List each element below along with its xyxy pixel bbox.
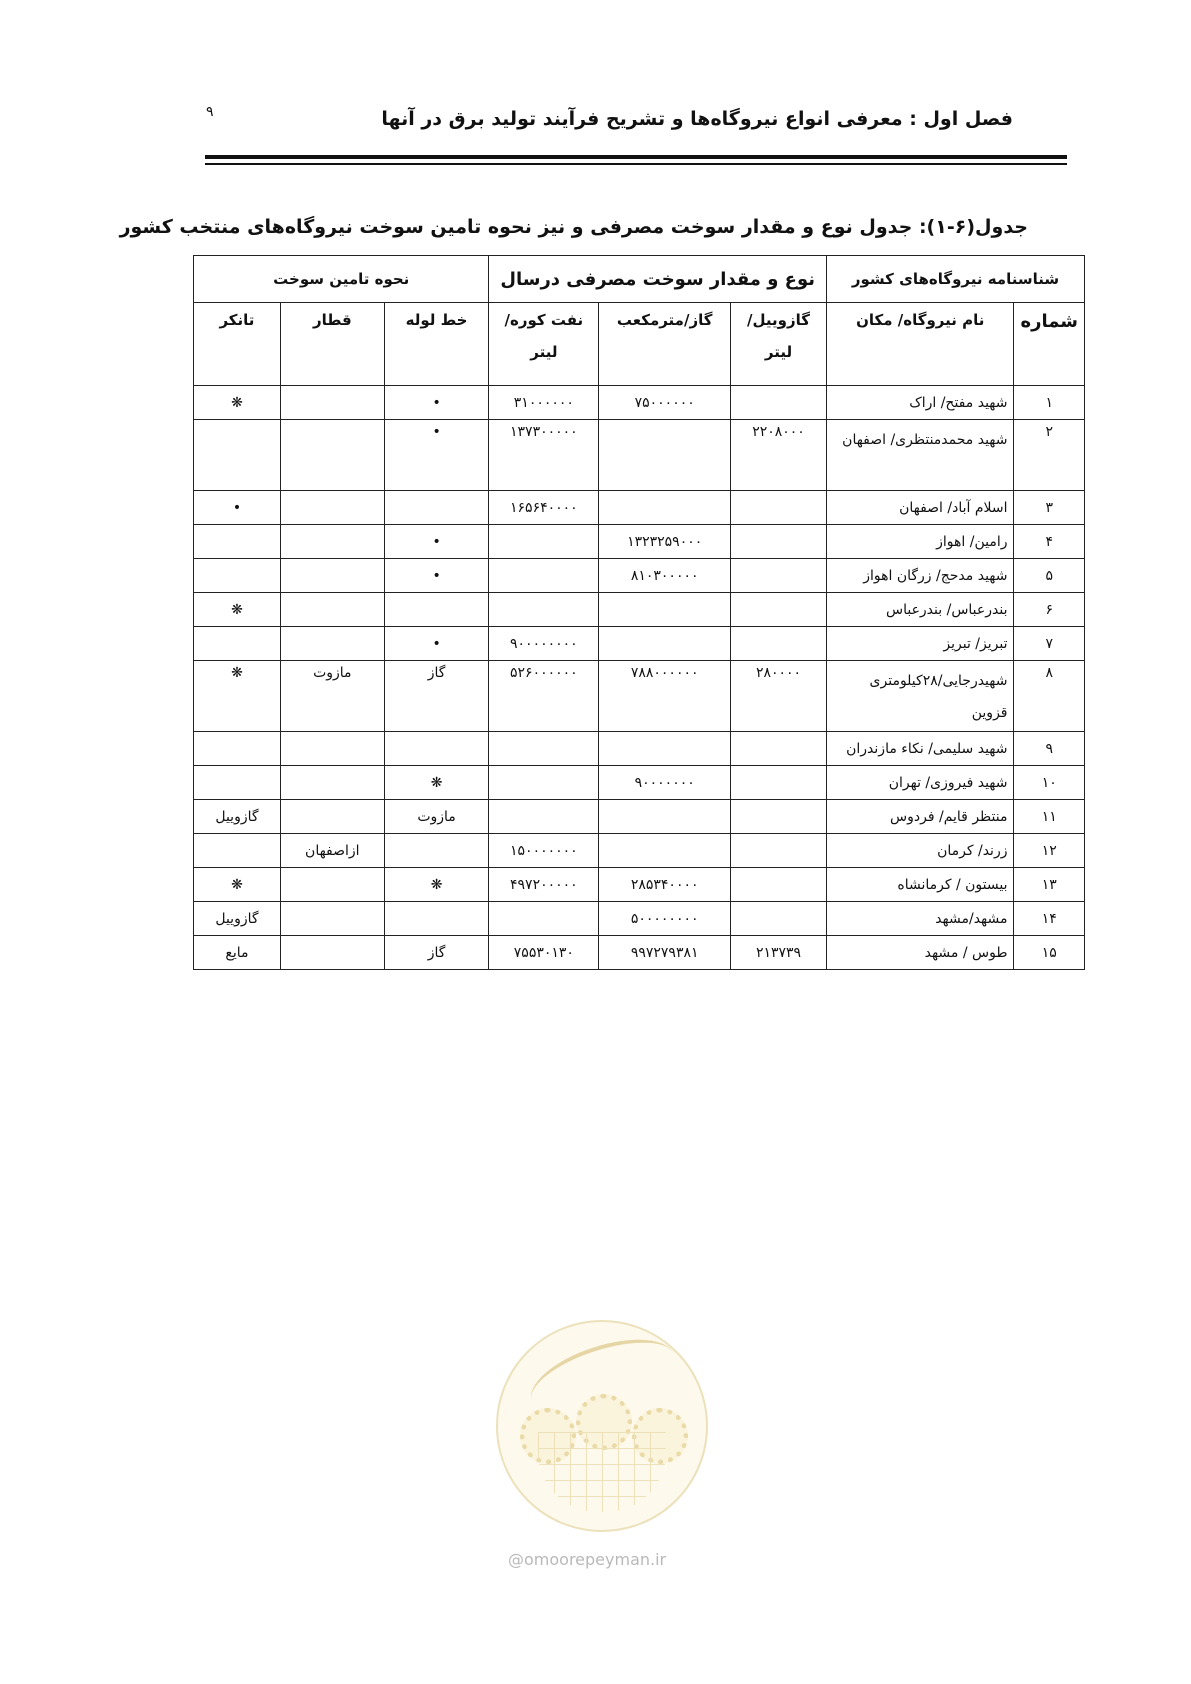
- kerosene-value: ۹۰۰۰۰۰۰۰۰: [489, 627, 599, 661]
- plant-name: شهیدرجایی/۲۸کیلومتری قزوین: [826, 661, 1014, 732]
- row-number: ۹: [1014, 732, 1085, 766]
- table-row: [194, 936, 1085, 970]
- gasoil-value: [731, 386, 827, 420]
- gas-value: ۹۰۰۰۰۰۰۰: [599, 766, 731, 800]
- row-number: ۲: [1014, 420, 1085, 491]
- col-gasoil-unit: لیتر: [764, 343, 793, 361]
- gas-value: ۷۵۰۰۰۰۰۰: [599, 386, 731, 420]
- plant-name: تبریز/ تبریز: [826, 627, 1014, 661]
- tanker-value: [194, 627, 281, 661]
- kerosene-value: [489, 559, 599, 593]
- table-row: [194, 834, 1085, 868]
- table-body: [194, 386, 1085, 970]
- plant-name: بندرعباس/ بندرعباس: [826, 593, 1014, 627]
- train-value: [280, 936, 384, 970]
- plant-name: بیستون / کرمانشاه: [826, 868, 1014, 902]
- col-train: قطار: [280, 303, 384, 386]
- gasoil-value: ۲۱۳۷۳۹: [731, 936, 827, 970]
- watermark-grid: [538, 1432, 666, 1512]
- col-kerosene: [489, 303, 599, 386]
- row-number: ۱۰: [1014, 766, 1085, 800]
- train-value: [280, 732, 384, 766]
- chapter-title: فصل اول : معرفی انواع نیروگاه‌ها و تشریح فرآیند تولید برق در آنها: [381, 108, 1013, 130]
- row-number: ۳: [1014, 491, 1085, 525]
- table-row: [194, 868, 1085, 902]
- train-value: [280, 559, 384, 593]
- table-row: [194, 491, 1085, 525]
- fuel-table: [193, 255, 1085, 970]
- col-name: نام نیروگاه/ مکان: [826, 303, 1014, 386]
- pipeline-value: گاز: [384, 661, 489, 732]
- pipeline-value: •: [384, 525, 489, 559]
- train-value: [280, 902, 384, 936]
- gasoil-value: [731, 732, 827, 766]
- tanker-value: ❋: [194, 593, 281, 627]
- tanker-value: ❋: [194, 661, 281, 732]
- gas-value: ۲۸۵۳۴۰۰۰۰: [599, 868, 731, 902]
- tanker-value: [194, 834, 281, 868]
- tanker-value: [194, 525, 281, 559]
- col-gas: گاز/مترمکعب: [599, 303, 731, 386]
- tanker-value: •: [194, 491, 281, 525]
- pipeline-value: •: [384, 386, 489, 420]
- table-row: [194, 559, 1085, 593]
- plant-name: مشهد/مشهد: [826, 902, 1014, 936]
- tanker-value: [194, 420, 281, 491]
- gasoil-value: [731, 800, 827, 834]
- tanker-value: ❋: [194, 868, 281, 902]
- train-value: [280, 386, 384, 420]
- plant-name: شهید محمدمنتظری/ اصفهان: [826, 420, 1014, 491]
- header-supply: نحوه تامین سوخت: [194, 256, 489, 303]
- gas-value: [599, 834, 731, 868]
- col-kerosene-label: نفت کوره/: [504, 311, 584, 329]
- gas-value: ۵۰۰۰۰۰۰۰۰: [599, 902, 731, 936]
- kerosene-value: ۱۵۰۰۰۰۰۰۰: [489, 834, 599, 868]
- plant-name: شهید سلیمی/ نکاء مازندران: [826, 732, 1014, 766]
- pipeline-value: [384, 732, 489, 766]
- pipeline-value: [384, 491, 489, 525]
- kerosene-value: [489, 593, 599, 627]
- pipeline-value: گاز: [384, 936, 489, 970]
- pipeline-value: [384, 902, 489, 936]
- tanker-value: مایع: [194, 936, 281, 970]
- train-value: ازاصفهان: [280, 834, 384, 868]
- train-value: مازوت: [280, 661, 384, 732]
- plant-name: طوس / مشهد: [826, 936, 1014, 970]
- kerosene-value: [489, 525, 599, 559]
- gasoil-value: [731, 559, 827, 593]
- gas-value: [599, 732, 731, 766]
- tanker-value: گازوییل: [194, 902, 281, 936]
- col-tanker: تانکر: [194, 303, 281, 386]
- pipeline-value: •: [384, 559, 489, 593]
- table-row: [194, 766, 1085, 800]
- gas-value: ۸۱۰۳۰۰۰۰۰: [599, 559, 731, 593]
- row-number: ۱۳: [1014, 868, 1085, 902]
- tanker-value: [194, 766, 281, 800]
- kerosene-value: ۷۵۵۳۰۱۳۰: [489, 936, 599, 970]
- kerosene-value: ۴۹۷۲۰۰۰۰۰: [489, 868, 599, 902]
- plant-name: زرند/ کرمان: [826, 834, 1014, 868]
- pipeline-value: مازوت: [384, 800, 489, 834]
- row-number: ۷: [1014, 627, 1085, 661]
- kerosene-value: ۱۶۵۶۴۰۰۰۰: [489, 491, 599, 525]
- header-rule: [205, 155, 1067, 159]
- tanker-value: ❋: [194, 386, 281, 420]
- table-row: [194, 902, 1085, 936]
- kerosene-value: [489, 766, 599, 800]
- pipeline-value: [384, 593, 489, 627]
- tanker-value: [194, 559, 281, 593]
- col-gasoil-label: گازوییل/: [747, 311, 810, 329]
- gas-value: [599, 491, 731, 525]
- gasoil-value: [731, 525, 827, 559]
- table-row: [194, 800, 1085, 834]
- train-value: [280, 868, 384, 902]
- gasoil-value: [731, 491, 827, 525]
- page-number: ۹: [206, 104, 214, 120]
- table-row: [194, 661, 1085, 732]
- train-value: [280, 800, 384, 834]
- gas-value: [599, 420, 731, 491]
- gas-value: [599, 593, 731, 627]
- table-row: [194, 593, 1085, 627]
- pipeline-value: ❋: [384, 766, 489, 800]
- tanker-value: گازوییل: [194, 800, 281, 834]
- plant-name: اسلام آباد/ اصفهان: [826, 491, 1014, 525]
- gasoil-value: ۲۸۰۰۰۰: [731, 661, 827, 732]
- gasoil-value: [731, 868, 827, 902]
- table-row: [194, 732, 1085, 766]
- gas-value: ۷۸۸۰۰۰۰۰۰: [599, 661, 731, 732]
- row-number: ۸: [1014, 661, 1085, 732]
- tanker-value: [194, 732, 281, 766]
- gasoil-value: [731, 627, 827, 661]
- col-kerosene-unit: لیتر: [530, 343, 558, 361]
- col-number: شماره: [1014, 303, 1085, 386]
- kerosene-value: [489, 902, 599, 936]
- gas-value: [599, 627, 731, 661]
- header-fuel: نوع و مقدار سوخت مصرفی درسال: [489, 256, 827, 303]
- plant-name: منتظر قایم/ فردوس: [826, 800, 1014, 834]
- watermark-seal: [496, 1320, 708, 1532]
- pipeline-value: ❋: [384, 868, 489, 902]
- table-row: [194, 627, 1085, 661]
- table-row: [194, 420, 1085, 491]
- pipeline-value: •: [384, 627, 489, 661]
- train-value: [280, 420, 384, 491]
- plant-name: شهید فیروزی/ تهران: [826, 766, 1014, 800]
- train-value: [280, 525, 384, 559]
- row-number: ۱۲: [1014, 834, 1085, 868]
- row-number: ۶: [1014, 593, 1085, 627]
- gasoil-value: [731, 593, 827, 627]
- gasoil-value: [731, 766, 827, 800]
- plant-name: شهید مفتح/ اراک: [826, 386, 1014, 420]
- gas-value: ۱۳۲۳۲۵۹۰۰۰: [599, 525, 731, 559]
- train-value: [280, 627, 384, 661]
- table-caption: جدول(۶-۱): جدول نوع و مقدار سوخت مصرفی و نیز نحوه تامین سوخت نیروگاه‌های منتخب کشور: [119, 216, 1028, 238]
- gasoil-value: [731, 902, 827, 936]
- col-gasoil: [731, 303, 827, 386]
- row-number: ۱۱: [1014, 800, 1085, 834]
- kerosene-value: [489, 732, 599, 766]
- plant-name: رامین/ اهواز: [826, 525, 1014, 559]
- col-pipeline: خط لوله: [384, 303, 489, 386]
- row-number: ۱۵: [1014, 936, 1085, 970]
- pipeline-value: •: [384, 420, 489, 491]
- gas-value: ۹۹۷۲۷۹۳۸۱: [599, 936, 731, 970]
- kerosene-value: ۵۲۶۰۰۰۰۰۰: [489, 661, 599, 732]
- table-row: [194, 525, 1085, 559]
- gasoil-value: ۲۲۰۸۰۰۰: [731, 420, 827, 491]
- gasoil-value: [731, 834, 827, 868]
- row-number: ۱: [1014, 386, 1085, 420]
- pipeline-value: [384, 834, 489, 868]
- row-number: ۴: [1014, 525, 1085, 559]
- header-rule-thin: [205, 163, 1067, 165]
- header-identity: شناسنامه نیروگاه‌های کشور: [826, 256, 1084, 303]
- watermark-url: @omoorepeyman.ir: [508, 1550, 667, 1569]
- kerosene-value: ۳۱۰۰۰۰۰۰: [489, 386, 599, 420]
- train-value: [280, 766, 384, 800]
- kerosene-value: ۱۳۷۳۰۰۰۰۰: [489, 420, 599, 491]
- train-value: [280, 491, 384, 525]
- row-number: ۵: [1014, 559, 1085, 593]
- gas-value: [599, 800, 731, 834]
- train-value: [280, 593, 384, 627]
- plant-name: شهید مدحج/ زرگان اهواز: [826, 559, 1014, 593]
- table-row: [194, 386, 1085, 420]
- kerosene-value: [489, 800, 599, 834]
- row-number: ۱۴: [1014, 902, 1085, 936]
